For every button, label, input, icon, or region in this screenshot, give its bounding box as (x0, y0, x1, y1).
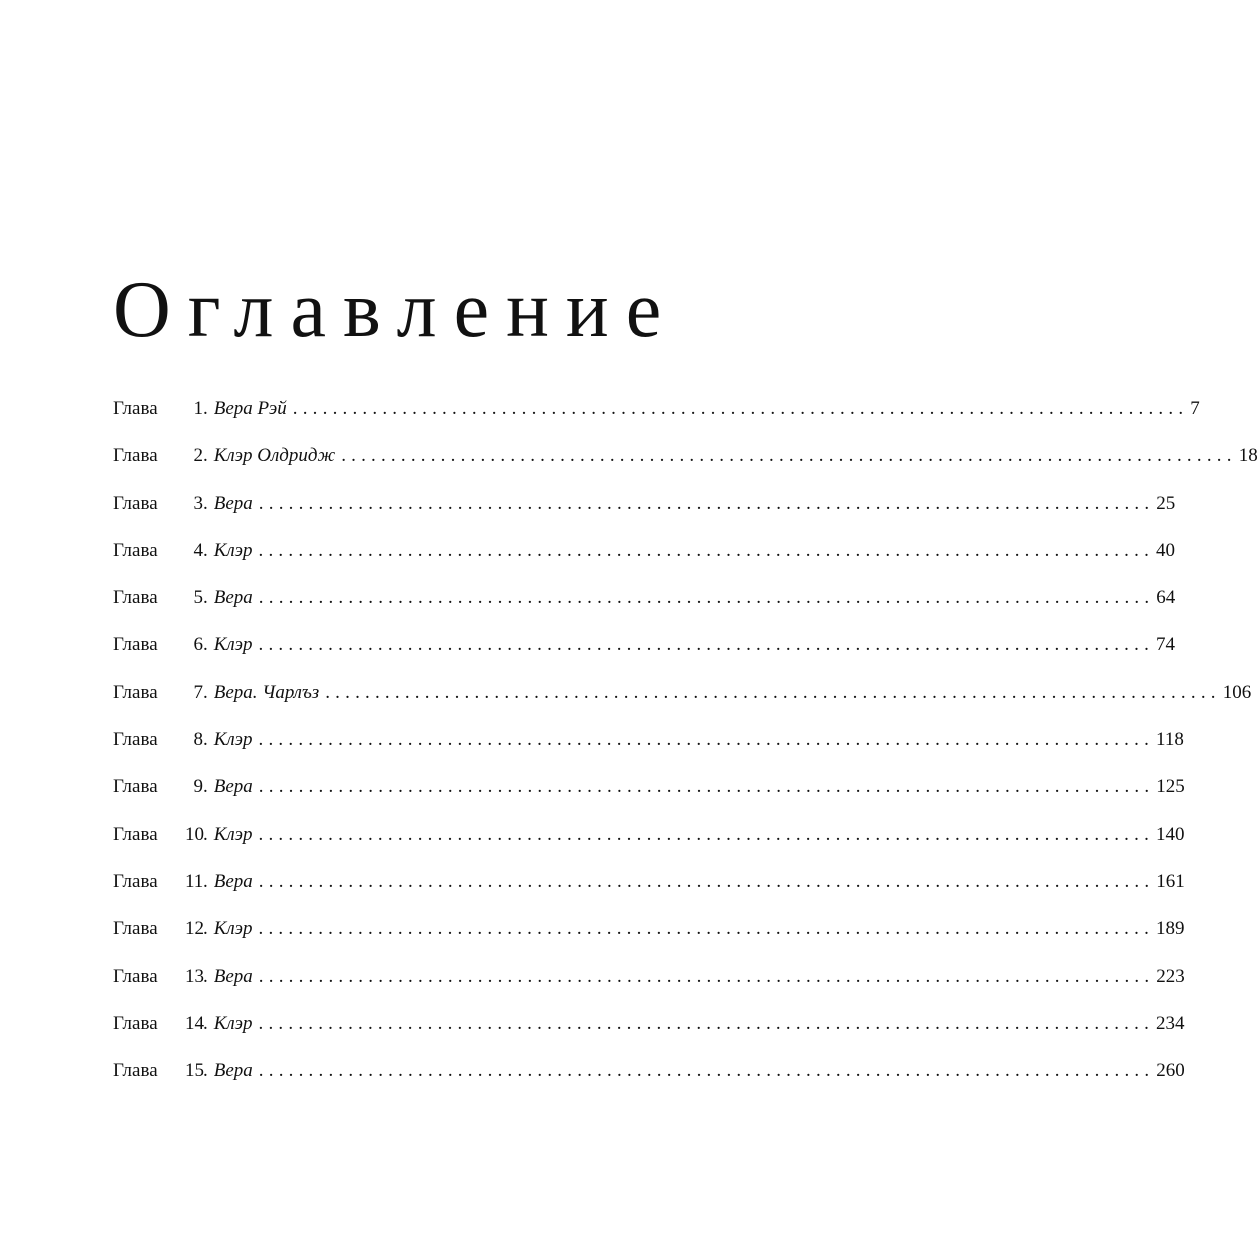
toc-entry[interactable] (113, 488, 1176, 535)
chapter-number: 12 (185, 918, 204, 940)
page-number: 189 (1156, 918, 1185, 940)
dot-leader: .......................................................................................... (258, 870, 1155, 892)
chapter-number: 5 (193, 587, 203, 609)
chapter-number: 2 (193, 445, 203, 467)
chapter-title: Клэр (213, 634, 253, 656)
toc-entry[interactable] (113, 535, 1176, 582)
chapter-number-dot: . (203, 776, 208, 798)
toc-entry[interactable] (113, 819, 1185, 866)
chapter-number-dot: . (203, 965, 208, 987)
dot-leader: .......................................................................................... (258, 1012, 1155, 1034)
chapter-word: Глава (113, 445, 158, 467)
chapter-number: 13 (185, 965, 204, 987)
page-number: 118 (1156, 729, 1184, 751)
dot-leader: .......................................................................................... (258, 918, 1155, 940)
page-number: 18 (1238, 445, 1258, 467)
chapter-number: 15 (185, 1060, 204, 1082)
chapter-number: 9 (193, 776, 203, 798)
chapter-title: Вера Рэй (213, 398, 287, 419)
chapter-title: Клэр Олдридж (213, 445, 336, 467)
chapter-title: Клэр (213, 539, 253, 561)
page-number: 260 (1156, 1060, 1185, 1082)
chapter-word: Глава (113, 398, 158, 419)
chapter-title: Вера (213, 1060, 253, 1082)
chapter-word: Глава (113, 965, 158, 987)
chapter-word: Глава (113, 587, 158, 609)
page-number: 223 (1156, 965, 1185, 987)
toc-entry[interactable] (113, 866, 1185, 913)
page-number: 161 (1156, 870, 1185, 892)
chapter-word: Глава (113, 729, 158, 751)
chapter-title: Вера (213, 587, 253, 609)
page-title: Оглавление (113, 266, 679, 354)
chapter-word: Глава (113, 1012, 158, 1034)
toc-entry[interactable] (113, 629, 1176, 676)
page-number: 25 (1156, 492, 1176, 514)
page-number: 234 (1156, 1012, 1185, 1034)
chapter-number-dot: . (203, 445, 208, 467)
dot-leader: .......................................................................................... (258, 539, 1155, 561)
dot-leader: .......................................................................................... (258, 492, 1155, 514)
toc-entry[interactable] (113, 771, 1185, 818)
dot-leader: .......................................................................................... (258, 823, 1155, 845)
toc-entry[interactable] (113, 677, 1252, 724)
chapter-title: Клэр (213, 823, 253, 845)
chapter-word: Глава (113, 492, 158, 514)
page-number: 40 (1156, 539, 1176, 561)
chapter-title: Клэр (213, 918, 253, 940)
chapter-number-dot: . (203, 918, 208, 940)
page-number: 125 (1156, 776, 1185, 798)
chapter-word: Глава (113, 634, 158, 656)
chapter-number: 4 (193, 539, 203, 561)
toc-entry[interactable] (113, 961, 1185, 1008)
chapter-word: Глава (113, 776, 158, 798)
toc-entry[interactable] (113, 1008, 1185, 1055)
chapter-title: Вера (213, 776, 253, 798)
dot-leader: .......................................................................................... (258, 965, 1155, 987)
chapter-title: Вера. Чарлъз (213, 681, 320, 703)
chapter-number: 3 (193, 492, 203, 514)
toc-entry[interactable] (113, 440, 1258, 487)
page-number: 64 (1156, 587, 1176, 609)
chapter-word: Глава (113, 918, 158, 940)
table-of-contents (113, 393, 1258, 1102)
chapter-number: 6 (193, 634, 203, 656)
dot-leader: .......................................................................................... (258, 587, 1155, 609)
chapter-number: 14 (185, 1012, 204, 1034)
chapter-word: Глава (113, 1060, 158, 1082)
chapter-number-dot: . (203, 634, 208, 656)
dot-leader: .......................................................................................... (292, 398, 1189, 419)
chapter-number: 10 (185, 823, 204, 845)
chapter-number-dot: . (203, 1012, 208, 1034)
chapter-number-dot: . (203, 398, 208, 419)
chapter-word: Глава (113, 681, 158, 703)
chapter-title: Клэр (213, 729, 253, 751)
chapter-number-dot: . (203, 681, 208, 703)
toc-entry[interactable] (113, 913, 1185, 960)
toc-entry[interactable] (113, 582, 1176, 629)
page-number: 74 (1156, 634, 1176, 656)
dot-leader: .......................................................................................... (258, 729, 1155, 751)
chapter-number-dot: . (203, 539, 208, 561)
chapter-word: Глава (113, 539, 158, 561)
chapter-number-dot: . (203, 587, 208, 609)
dot-leader: .......................................................................................... (325, 681, 1221, 703)
chapter-number-dot: . (203, 1060, 208, 1082)
chapter-number: 1 (193, 398, 203, 419)
chapter-number: 8 (193, 729, 203, 751)
chapter-word: Глава (113, 823, 158, 845)
chapter-number-dot: . (203, 823, 208, 845)
page-number: 7 (1190, 398, 1200, 419)
chapter-title: Клэр (213, 1012, 253, 1034)
page-number: 140 (1156, 823, 1185, 845)
page-number: 106 (1222, 681, 1252, 703)
chapter-number: 7 (193, 681, 203, 703)
toc-entry[interactable] (113, 1055, 1185, 1102)
chapter-title: Вера (213, 965, 253, 987)
dot-leader: .......................................................................................... (258, 776, 1155, 798)
chapter-word: Глава (113, 870, 158, 892)
chapter-title: Вера (213, 870, 253, 892)
chapter-number: 11 (185, 870, 204, 892)
toc-entry[interactable] (113, 393, 1200, 440)
toc-entry[interactable] (113, 724, 1184, 771)
dot-leader: .......................................................................................... (258, 634, 1155, 656)
dot-leader: .......................................................................................... (258, 1060, 1155, 1082)
chapter-title: Вера (213, 492, 253, 514)
chapter-number-dot: . (203, 729, 208, 751)
chapter-number-dot: . (203, 870, 208, 892)
dot-leader: .......................................................................................... (341, 445, 1237, 467)
chapter-number-dot: . (203, 492, 208, 514)
